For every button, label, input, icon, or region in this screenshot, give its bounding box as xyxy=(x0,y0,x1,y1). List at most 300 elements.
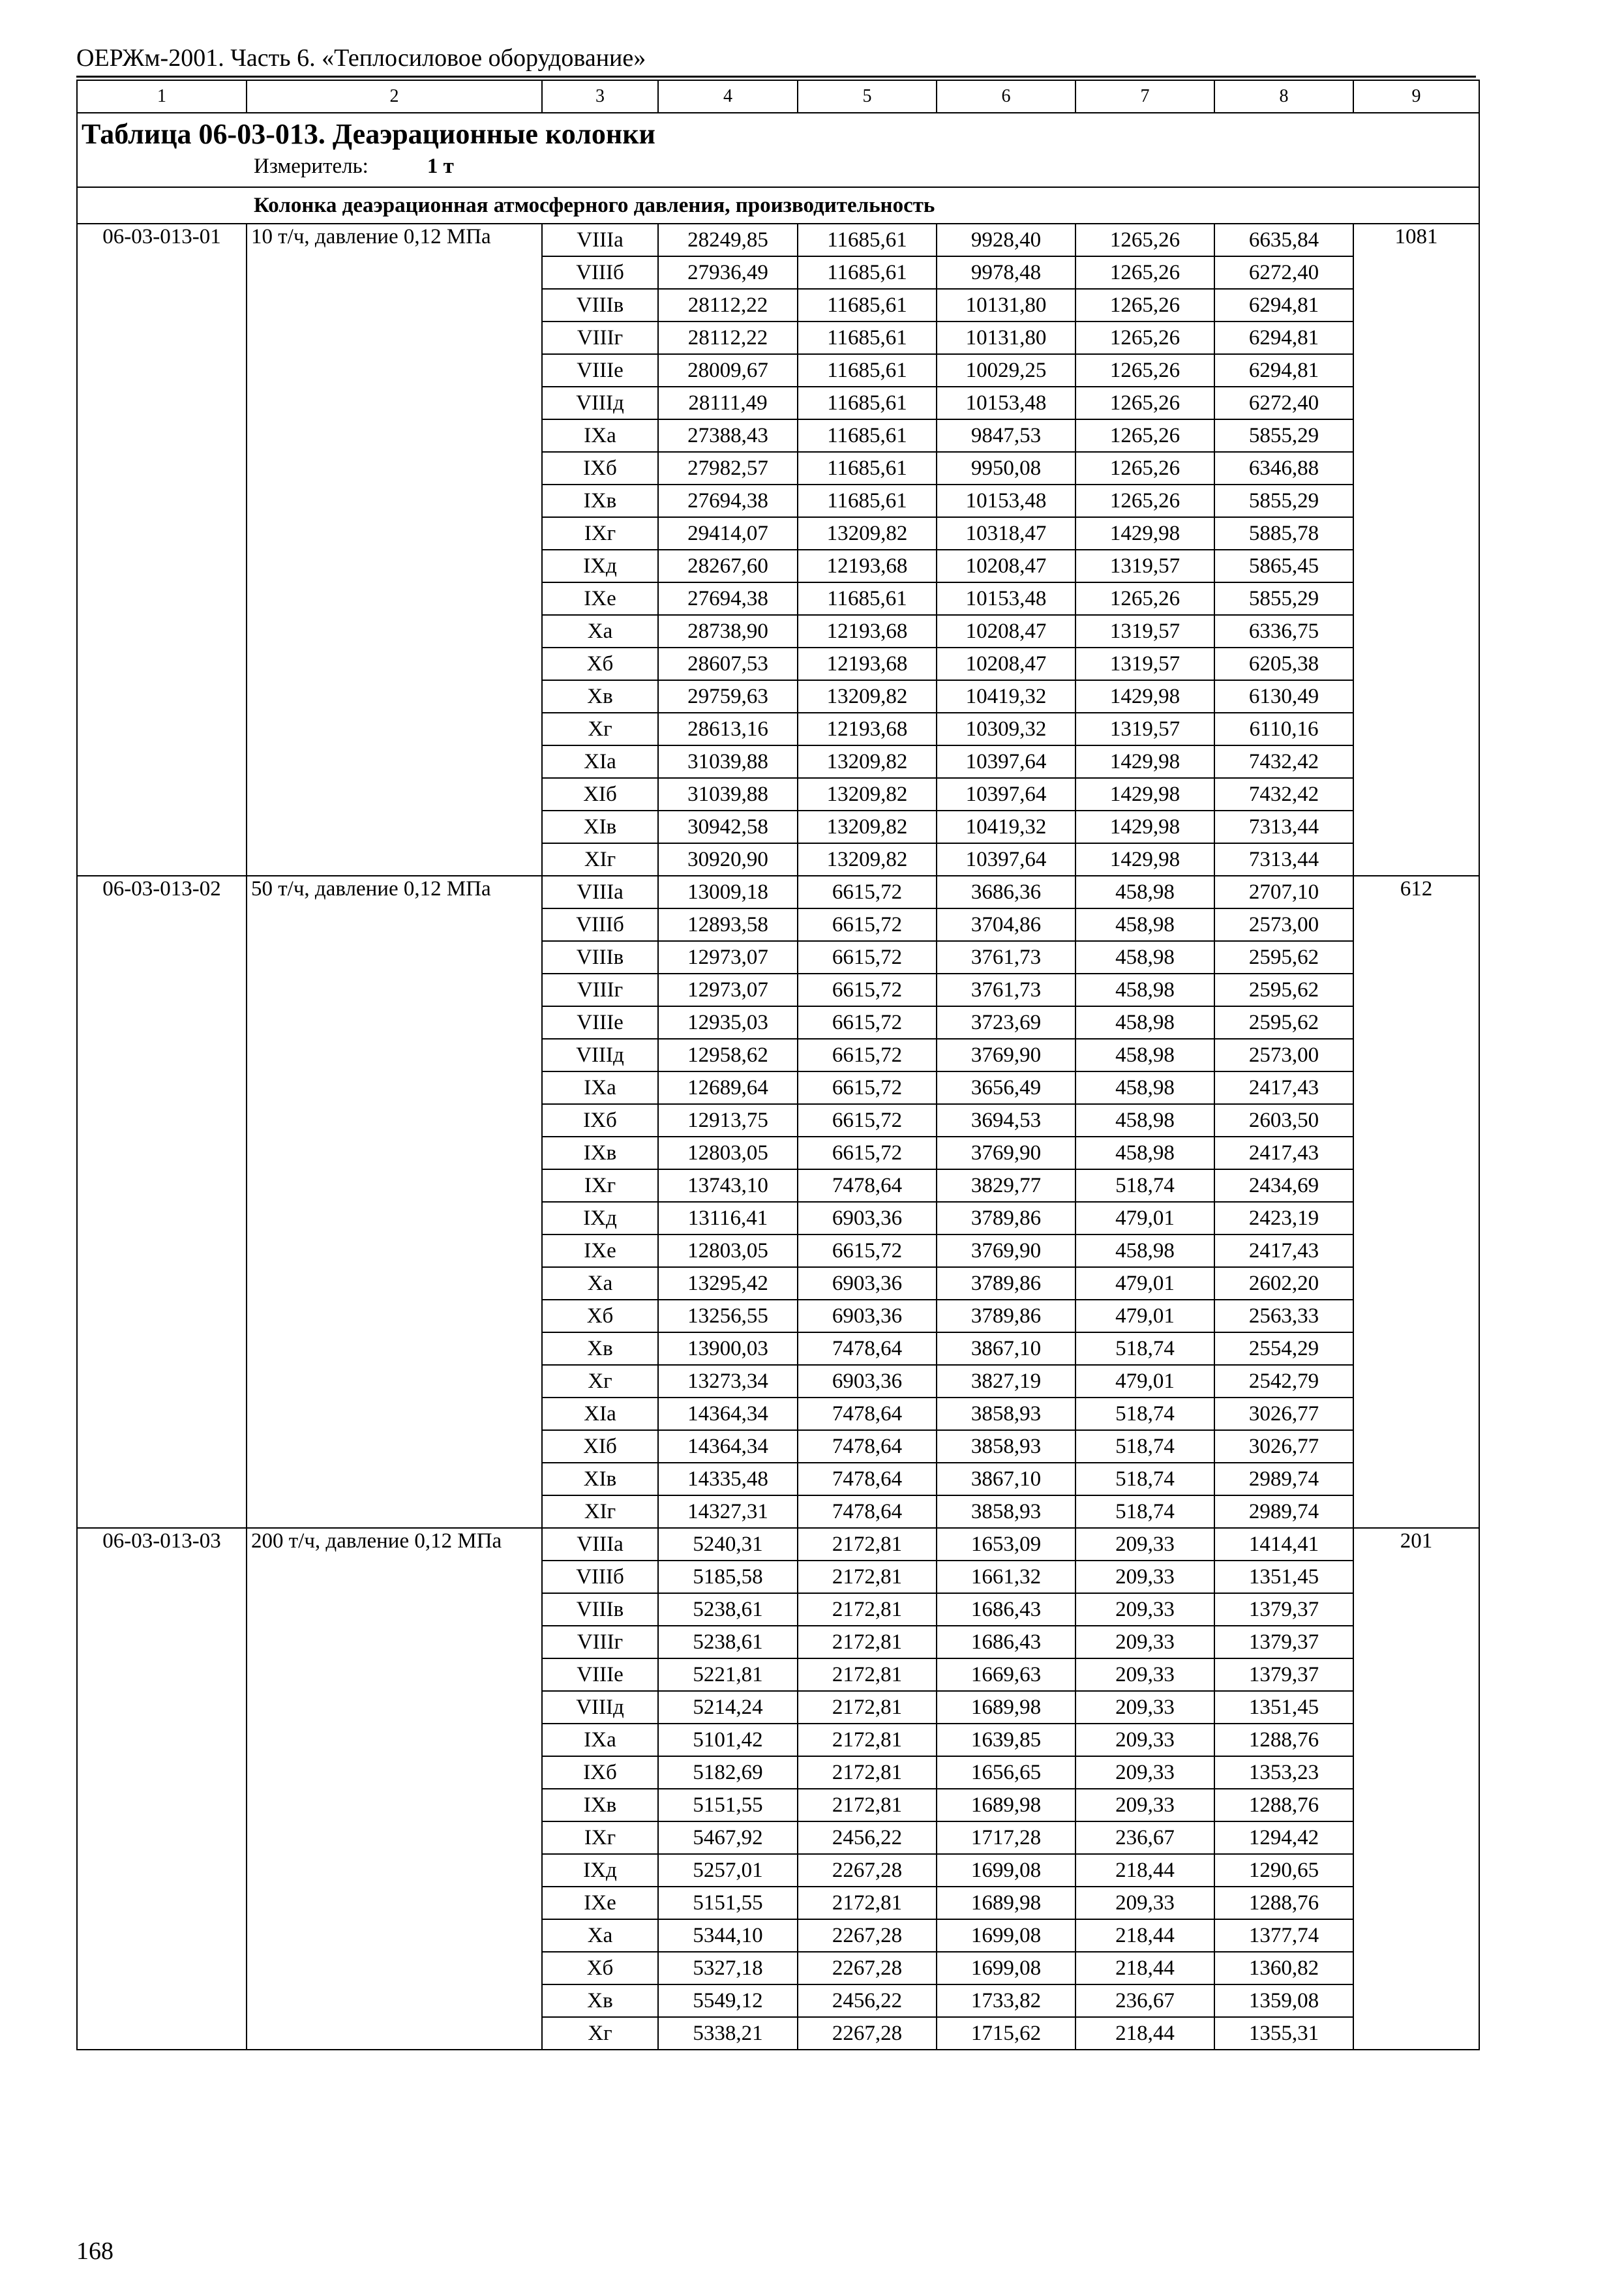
value-cell: 9847,53 xyxy=(937,419,1075,452)
value-cell: 6615,72 xyxy=(798,876,937,908)
zone-cell: Xа xyxy=(542,1919,658,1952)
value-cell: 6635,84 xyxy=(1214,224,1353,256)
value-cell: 28249,85 xyxy=(658,224,798,256)
value-cell: 2563,33 xyxy=(1214,1300,1353,1332)
column-number: 5 xyxy=(798,80,937,113)
zone-cell: VIIIг xyxy=(542,974,658,1006)
value-cell: 458,98 xyxy=(1075,1104,1214,1137)
zone-cell: VIIIа xyxy=(542,224,658,256)
zone-cell: IXв xyxy=(542,1789,658,1821)
value-cell: 5151,55 xyxy=(658,1789,798,1821)
zone-cell: VIIIб xyxy=(542,256,658,289)
zone-cell: IXе xyxy=(542,1234,658,1267)
value-cell: 1265,26 xyxy=(1075,256,1214,289)
zone-cell: IXб xyxy=(542,1104,658,1137)
value-cell: 3867,10 xyxy=(937,1332,1075,1365)
column-number-row xyxy=(77,80,1479,113)
page-number: 168 xyxy=(76,2237,113,2265)
column-number: 6 xyxy=(937,80,1075,113)
value-cell: 28613,16 xyxy=(658,713,798,745)
value-cell: 27694,38 xyxy=(658,485,798,517)
value-cell: 2172,81 xyxy=(798,1789,937,1821)
unit-line xyxy=(82,153,1475,180)
value-cell: 11685,61 xyxy=(798,485,937,517)
value-cell: 1288,76 xyxy=(1214,1724,1353,1756)
zone-cell: Xг xyxy=(542,1365,658,1398)
value-cell: 29759,63 xyxy=(658,680,798,713)
zone-cell: Xа xyxy=(542,615,658,648)
value-cell: 218,44 xyxy=(1075,1919,1214,1952)
value-cell: 3858,93 xyxy=(937,1430,1075,1463)
value-cell: 1689,98 xyxy=(937,1887,1075,1919)
value-cell: 13209,82 xyxy=(798,680,937,713)
value-cell: 9950,08 xyxy=(937,452,1075,485)
value-cell: 2172,81 xyxy=(798,1756,937,1789)
value-cell: 2595,62 xyxy=(1214,1006,1353,1039)
value-cell: 2172,81 xyxy=(798,1626,937,1658)
column-number: 7 xyxy=(1075,80,1214,113)
zone-cell: XIб xyxy=(542,778,658,811)
value-cell: 209,33 xyxy=(1075,1658,1214,1691)
value-cell: 12958,62 xyxy=(658,1039,798,1071)
zone-cell: XIв xyxy=(542,811,658,843)
value-cell: 30942,58 xyxy=(658,811,798,843)
value-cell: 218,44 xyxy=(1075,1952,1214,1984)
value-cell: 27388,43 xyxy=(658,419,798,452)
zone-cell: IXе xyxy=(542,582,658,615)
value-cell: 2172,81 xyxy=(798,1658,937,1691)
zone-cell: VIIIв xyxy=(542,289,658,322)
value-cell: 13209,82 xyxy=(798,517,937,550)
value-cell: 458,98 xyxy=(1075,941,1214,974)
value-cell: 518,74 xyxy=(1075,1430,1214,1463)
value-cell: 3769,90 xyxy=(937,1234,1075,1267)
value-cell: 2267,28 xyxy=(798,1854,937,1887)
value-cell: 28112,22 xyxy=(658,322,798,354)
value-cell: 1699,08 xyxy=(937,1952,1075,1984)
value-cell: 10029,25 xyxy=(937,354,1075,387)
value-cell: 518,74 xyxy=(1075,1332,1214,1365)
value-cell: 2989,74 xyxy=(1214,1495,1353,1528)
value-cell: 209,33 xyxy=(1075,1789,1214,1821)
column-number: 2 xyxy=(247,80,542,113)
value-cell: 5549,12 xyxy=(658,1984,798,2017)
rate-description: 10 т/ч, давление 0,12 МПа xyxy=(247,224,542,876)
value-cell: 1265,26 xyxy=(1075,322,1214,354)
value-cell: 2554,29 xyxy=(1214,1332,1353,1365)
value-cell: 12193,68 xyxy=(798,713,937,745)
value-cell: 3829,77 xyxy=(937,1169,1075,1202)
column-number: 3 xyxy=(542,80,658,113)
value-cell: 29414,07 xyxy=(658,517,798,550)
value-cell: 6346,88 xyxy=(1214,452,1353,485)
value-cell: 27694,38 xyxy=(658,582,798,615)
value-cell: 1319,57 xyxy=(1075,550,1214,582)
value-cell: 6903,36 xyxy=(798,1365,937,1398)
value-cell: 14327,31 xyxy=(658,1495,798,1528)
title-cell xyxy=(77,113,1479,187)
value-cell: 6272,40 xyxy=(1214,387,1353,419)
value-cell: 1429,98 xyxy=(1075,778,1214,811)
value-cell: 7478,64 xyxy=(798,1495,937,1528)
header-rule xyxy=(76,76,1476,78)
value-cell: 1319,57 xyxy=(1075,713,1214,745)
value-cell: 5238,61 xyxy=(658,1593,798,1626)
value-cell: 3769,90 xyxy=(937,1137,1075,1169)
column-number: 4 xyxy=(658,80,798,113)
zone-cell: VIIIд xyxy=(542,1691,658,1724)
value-cell: 3867,10 xyxy=(937,1463,1075,1495)
value-cell: 13116,41 xyxy=(658,1202,798,1234)
value-cell: 5885,78 xyxy=(1214,517,1353,550)
value-cell: 13009,18 xyxy=(658,876,798,908)
value-cell: 9978,48 xyxy=(937,256,1075,289)
value-cell: 10419,32 xyxy=(937,811,1075,843)
value-cell: 2417,43 xyxy=(1214,1137,1353,1169)
value-cell: 3704,86 xyxy=(937,908,1075,941)
value-cell: 2456,22 xyxy=(798,1821,937,1854)
value-cell: 1689,98 xyxy=(937,1789,1075,1821)
value-cell: 11685,61 xyxy=(798,354,937,387)
zone-cell: VIIIд xyxy=(542,1039,658,1071)
value-cell: 6615,72 xyxy=(798,1006,937,1039)
value-cell: 10153,48 xyxy=(937,485,1075,517)
value-cell: 5151,55 xyxy=(658,1887,798,1919)
value-cell: 2603,50 xyxy=(1214,1104,1353,1137)
value-cell: 1414,41 xyxy=(1214,1528,1353,1561)
zone-cell: VIIIг xyxy=(542,1626,658,1658)
value-cell: 518,74 xyxy=(1075,1463,1214,1495)
zone-cell: Xб xyxy=(542,1300,658,1332)
column-number: 9 xyxy=(1353,80,1479,113)
value-cell: 1379,37 xyxy=(1214,1658,1353,1691)
table-body xyxy=(77,80,1479,2050)
value-cell: 1686,43 xyxy=(937,1626,1075,1658)
value-cell: 30920,90 xyxy=(658,843,798,876)
last-column-value: 1081 xyxy=(1353,224,1479,876)
value-cell: 209,33 xyxy=(1075,1724,1214,1756)
value-cell: 28111,49 xyxy=(658,387,798,419)
zone-cell: Xб xyxy=(542,1952,658,1984)
value-cell: 2542,79 xyxy=(1214,1365,1353,1398)
value-cell: 1429,98 xyxy=(1075,843,1214,876)
unit-label: Измеритель: xyxy=(254,155,368,178)
value-cell: 5221,81 xyxy=(658,1658,798,1691)
value-cell: 6615,72 xyxy=(798,1137,937,1169)
value-cell: 1265,26 xyxy=(1075,452,1214,485)
value-cell: 5182,69 xyxy=(658,1756,798,1789)
value-cell: 3026,77 xyxy=(1214,1398,1353,1430)
value-cell: 7313,44 xyxy=(1214,811,1353,843)
value-cell: 3858,93 xyxy=(937,1398,1075,1430)
zone-cell: Xв xyxy=(542,1984,658,2017)
value-cell: 9928,40 xyxy=(937,224,1075,256)
zone-cell: IXб xyxy=(542,1756,658,1789)
value-cell: 1379,37 xyxy=(1214,1593,1353,1626)
zone-cell: XIб xyxy=(542,1430,658,1463)
zone-cell: IXа xyxy=(542,1071,658,1104)
value-cell: 10208,47 xyxy=(937,648,1075,680)
zone-cell: VIIIе xyxy=(542,354,658,387)
value-cell: 11685,61 xyxy=(798,452,937,485)
zone-cell: XIг xyxy=(542,1495,658,1528)
zone-cell: IXа xyxy=(542,419,658,452)
zone-cell: VIIIе xyxy=(542,1006,658,1039)
value-cell: 236,67 xyxy=(1075,1984,1214,2017)
value-cell: 1699,08 xyxy=(937,1919,1075,1952)
zone-cell: VIIIв xyxy=(542,1593,658,1626)
value-cell: 5467,92 xyxy=(658,1821,798,1854)
rate-code: 06-03-013-03 xyxy=(77,1528,247,2050)
value-cell: 7313,44 xyxy=(1214,843,1353,876)
zone-cell: XIв xyxy=(542,1463,658,1495)
value-cell: 1319,57 xyxy=(1075,615,1214,648)
value-cell: 2267,28 xyxy=(798,1952,937,1984)
value-cell: 5238,61 xyxy=(658,1626,798,1658)
section-row xyxy=(77,187,1479,224)
value-cell: 12935,03 xyxy=(658,1006,798,1039)
column-number: 8 xyxy=(1214,80,1353,113)
value-cell: 31039,88 xyxy=(658,778,798,811)
value-cell: 28607,53 xyxy=(658,648,798,680)
value-cell: 5185,58 xyxy=(658,1561,798,1593)
value-cell: 1351,45 xyxy=(1214,1561,1353,1593)
zone-cell: VIIIа xyxy=(542,1528,658,1561)
page-header: ОЕРЖм-2001. Часть 6. «Теплосиловое оборудование» xyxy=(76,44,646,72)
value-cell: 2595,62 xyxy=(1214,941,1353,974)
zone-cell: XIг xyxy=(542,843,658,876)
value-cell: 6615,72 xyxy=(798,1104,937,1137)
unit-value: 1 т xyxy=(427,155,454,178)
title-row xyxy=(77,113,1479,187)
value-cell: 518,74 xyxy=(1075,1398,1214,1430)
zone-cell: IXг xyxy=(542,1821,658,1854)
value-cell: 2573,00 xyxy=(1214,908,1353,941)
value-cell: 5338,21 xyxy=(658,2017,798,2050)
value-cell: 3026,77 xyxy=(1214,1430,1353,1463)
value-cell: 1265,26 xyxy=(1075,485,1214,517)
table-row xyxy=(77,224,1479,256)
value-cell: 2172,81 xyxy=(798,1528,937,1561)
value-cell: 5865,45 xyxy=(1214,550,1353,582)
value-cell: 1653,09 xyxy=(937,1528,1075,1561)
value-cell: 1686,43 xyxy=(937,1593,1075,1626)
rate-description: 200 т/ч, давление 0,12 МПа xyxy=(247,1528,542,2050)
table-title: Таблица 06-03-013. Деаэрационные колонки xyxy=(82,118,655,150)
value-cell: 6294,81 xyxy=(1214,322,1353,354)
value-cell: 7432,42 xyxy=(1214,778,1353,811)
value-cell: 13209,82 xyxy=(798,745,937,778)
value-cell: 2434,69 xyxy=(1214,1169,1353,1202)
value-cell: 1360,82 xyxy=(1214,1952,1353,1984)
value-cell: 2456,22 xyxy=(798,1984,937,2017)
value-cell: 10397,64 xyxy=(937,745,1075,778)
value-cell: 7432,42 xyxy=(1214,745,1353,778)
value-cell: 218,44 xyxy=(1075,1854,1214,1887)
value-cell: 1294,42 xyxy=(1214,1821,1353,1854)
value-cell: 28267,60 xyxy=(658,550,798,582)
value-cell: 10309,32 xyxy=(937,713,1075,745)
rate-code: 06-03-013-02 xyxy=(77,876,247,1528)
value-cell: 1265,26 xyxy=(1075,419,1214,452)
value-cell: 10318,47 xyxy=(937,517,1075,550)
value-cell: 2172,81 xyxy=(798,1691,937,1724)
value-cell: 11685,61 xyxy=(798,419,937,452)
value-cell: 458,98 xyxy=(1075,1039,1214,1071)
value-cell: 6205,38 xyxy=(1214,648,1353,680)
value-cell: 3761,73 xyxy=(937,941,1075,974)
value-cell: 3694,53 xyxy=(937,1104,1075,1137)
value-cell: 458,98 xyxy=(1075,1006,1214,1039)
value-cell: 6336,75 xyxy=(1214,615,1353,648)
value-cell: 1265,26 xyxy=(1075,387,1214,419)
value-cell: 3769,90 xyxy=(937,1039,1075,1071)
value-cell: 11685,61 xyxy=(798,582,937,615)
zone-cell: Xа xyxy=(542,1267,658,1300)
value-cell: 2573,00 xyxy=(1214,1039,1353,1071)
value-cell: 3789,86 xyxy=(937,1202,1075,1234)
value-cell: 1669,63 xyxy=(937,1658,1075,1691)
value-cell: 209,33 xyxy=(1075,1528,1214,1561)
value-cell: 3858,93 xyxy=(937,1495,1075,1528)
zone-cell: IXд xyxy=(542,1202,658,1234)
value-cell: 458,98 xyxy=(1075,876,1214,908)
zone-cell: XIа xyxy=(542,745,658,778)
value-cell: 2267,28 xyxy=(798,2017,937,2050)
last-column-value: 612 xyxy=(1353,876,1479,1528)
value-cell: 10153,48 xyxy=(937,387,1075,419)
value-cell: 2989,74 xyxy=(1214,1463,1353,1495)
value-cell: 3789,86 xyxy=(937,1300,1075,1332)
value-cell: 1355,31 xyxy=(1214,2017,1353,2050)
value-cell: 6615,72 xyxy=(798,974,937,1006)
value-cell: 7478,64 xyxy=(798,1169,937,1202)
value-cell: 6110,16 xyxy=(1214,713,1353,745)
value-cell: 27936,49 xyxy=(658,256,798,289)
zone-cell: IXв xyxy=(542,1137,658,1169)
value-cell: 10397,64 xyxy=(937,843,1075,876)
zone-cell: Xб xyxy=(542,648,658,680)
zone-cell: IXб xyxy=(542,452,658,485)
value-cell: 5855,29 xyxy=(1214,419,1353,452)
zone-cell: IXе xyxy=(542,1887,658,1919)
value-cell: 518,74 xyxy=(1075,1495,1214,1528)
value-cell: 12803,05 xyxy=(658,1137,798,1169)
value-cell: 3827,19 xyxy=(937,1365,1075,1398)
value-cell: 10397,64 xyxy=(937,778,1075,811)
table-row xyxy=(77,1528,1479,1561)
table-row xyxy=(77,876,1479,908)
value-cell: 3761,73 xyxy=(937,974,1075,1006)
value-cell: 12689,64 xyxy=(658,1071,798,1104)
value-cell: 12973,07 xyxy=(658,974,798,1006)
value-cell: 458,98 xyxy=(1075,1137,1214,1169)
value-cell: 209,33 xyxy=(1075,1756,1214,1789)
value-cell: 1717,28 xyxy=(937,1821,1075,1854)
value-cell: 6615,72 xyxy=(798,908,937,941)
value-cell: 2417,43 xyxy=(1214,1234,1353,1267)
value-cell: 5855,29 xyxy=(1214,485,1353,517)
value-cell: 14364,34 xyxy=(658,1398,798,1430)
value-cell: 5214,24 xyxy=(658,1691,798,1724)
value-cell: 13295,42 xyxy=(658,1267,798,1300)
zone-cell: IXд xyxy=(542,1854,658,1887)
value-cell: 10419,32 xyxy=(937,680,1075,713)
value-cell: 1288,76 xyxy=(1214,1789,1353,1821)
value-cell: 1319,57 xyxy=(1075,648,1214,680)
value-cell: 3723,69 xyxy=(937,1006,1075,1039)
value-cell: 1377,74 xyxy=(1214,1919,1353,1952)
value-cell: 6615,72 xyxy=(798,1039,937,1071)
value-cell: 13273,34 xyxy=(658,1365,798,1398)
value-cell: 6903,36 xyxy=(798,1267,937,1300)
value-cell: 6130,49 xyxy=(1214,680,1353,713)
value-cell: 1429,98 xyxy=(1075,811,1214,843)
value-cell: 13209,82 xyxy=(798,843,937,876)
zone-cell: VIIIг xyxy=(542,322,658,354)
value-cell: 209,33 xyxy=(1075,1887,1214,1919)
value-cell: 1379,37 xyxy=(1214,1626,1353,1658)
zone-cell: IXа xyxy=(542,1724,658,1756)
zone-cell: Xв xyxy=(542,680,658,713)
value-cell: 11685,61 xyxy=(798,224,937,256)
value-cell: 12803,05 xyxy=(658,1234,798,1267)
value-cell: 3789,86 xyxy=(937,1267,1075,1300)
zone-cell: Xг xyxy=(542,713,658,745)
rate-description: 50 т/ч, давление 0,12 МПа xyxy=(247,876,542,1528)
value-cell: 7478,64 xyxy=(798,1463,937,1495)
value-cell: 6615,72 xyxy=(798,941,937,974)
value-cell: 28112,22 xyxy=(658,289,798,322)
section-title: Колонка деаэрационная атмосферного давления, производительность xyxy=(77,187,1479,224)
value-cell: 458,98 xyxy=(1075,1071,1214,1104)
value-cell: 1265,26 xyxy=(1075,582,1214,615)
value-cell: 5101,42 xyxy=(658,1724,798,1756)
value-cell: 5240,31 xyxy=(658,1528,798,1561)
value-cell: 28738,90 xyxy=(658,615,798,648)
value-cell: 2172,81 xyxy=(798,1887,937,1919)
value-cell: 1715,62 xyxy=(937,2017,1075,2050)
value-cell: 5327,18 xyxy=(658,1952,798,1984)
value-cell: 2707,10 xyxy=(1214,876,1353,908)
zone-cell: IXд xyxy=(542,550,658,582)
value-cell: 5855,29 xyxy=(1214,582,1353,615)
zone-cell: VIIIа xyxy=(542,876,658,908)
value-cell: 1265,26 xyxy=(1075,289,1214,322)
value-cell: 1359,08 xyxy=(1214,1984,1353,2017)
zone-cell: Xв xyxy=(542,1332,658,1365)
value-cell: 479,01 xyxy=(1075,1365,1214,1398)
value-cell: 10153,48 xyxy=(937,582,1075,615)
value-cell: 5344,10 xyxy=(658,1919,798,1952)
value-cell: 12193,68 xyxy=(798,615,937,648)
zone-cell: VIIIб xyxy=(542,908,658,941)
value-cell: 12893,58 xyxy=(658,908,798,941)
value-cell: 3656,49 xyxy=(937,1071,1075,1104)
value-cell: 209,33 xyxy=(1075,1593,1214,1626)
value-cell: 6294,81 xyxy=(1214,289,1353,322)
value-cell: 2423,19 xyxy=(1214,1202,1353,1234)
value-cell: 13743,10 xyxy=(658,1169,798,1202)
value-cell: 1290,65 xyxy=(1214,1854,1353,1887)
value-cell: 6615,72 xyxy=(798,1234,937,1267)
value-cell: 218,44 xyxy=(1075,2017,1214,2050)
value-cell: 1429,98 xyxy=(1075,517,1214,550)
zone-cell: IXв xyxy=(542,485,658,517)
value-cell: 31039,88 xyxy=(658,745,798,778)
value-cell: 3686,36 xyxy=(937,876,1075,908)
value-cell: 2172,81 xyxy=(798,1724,937,1756)
